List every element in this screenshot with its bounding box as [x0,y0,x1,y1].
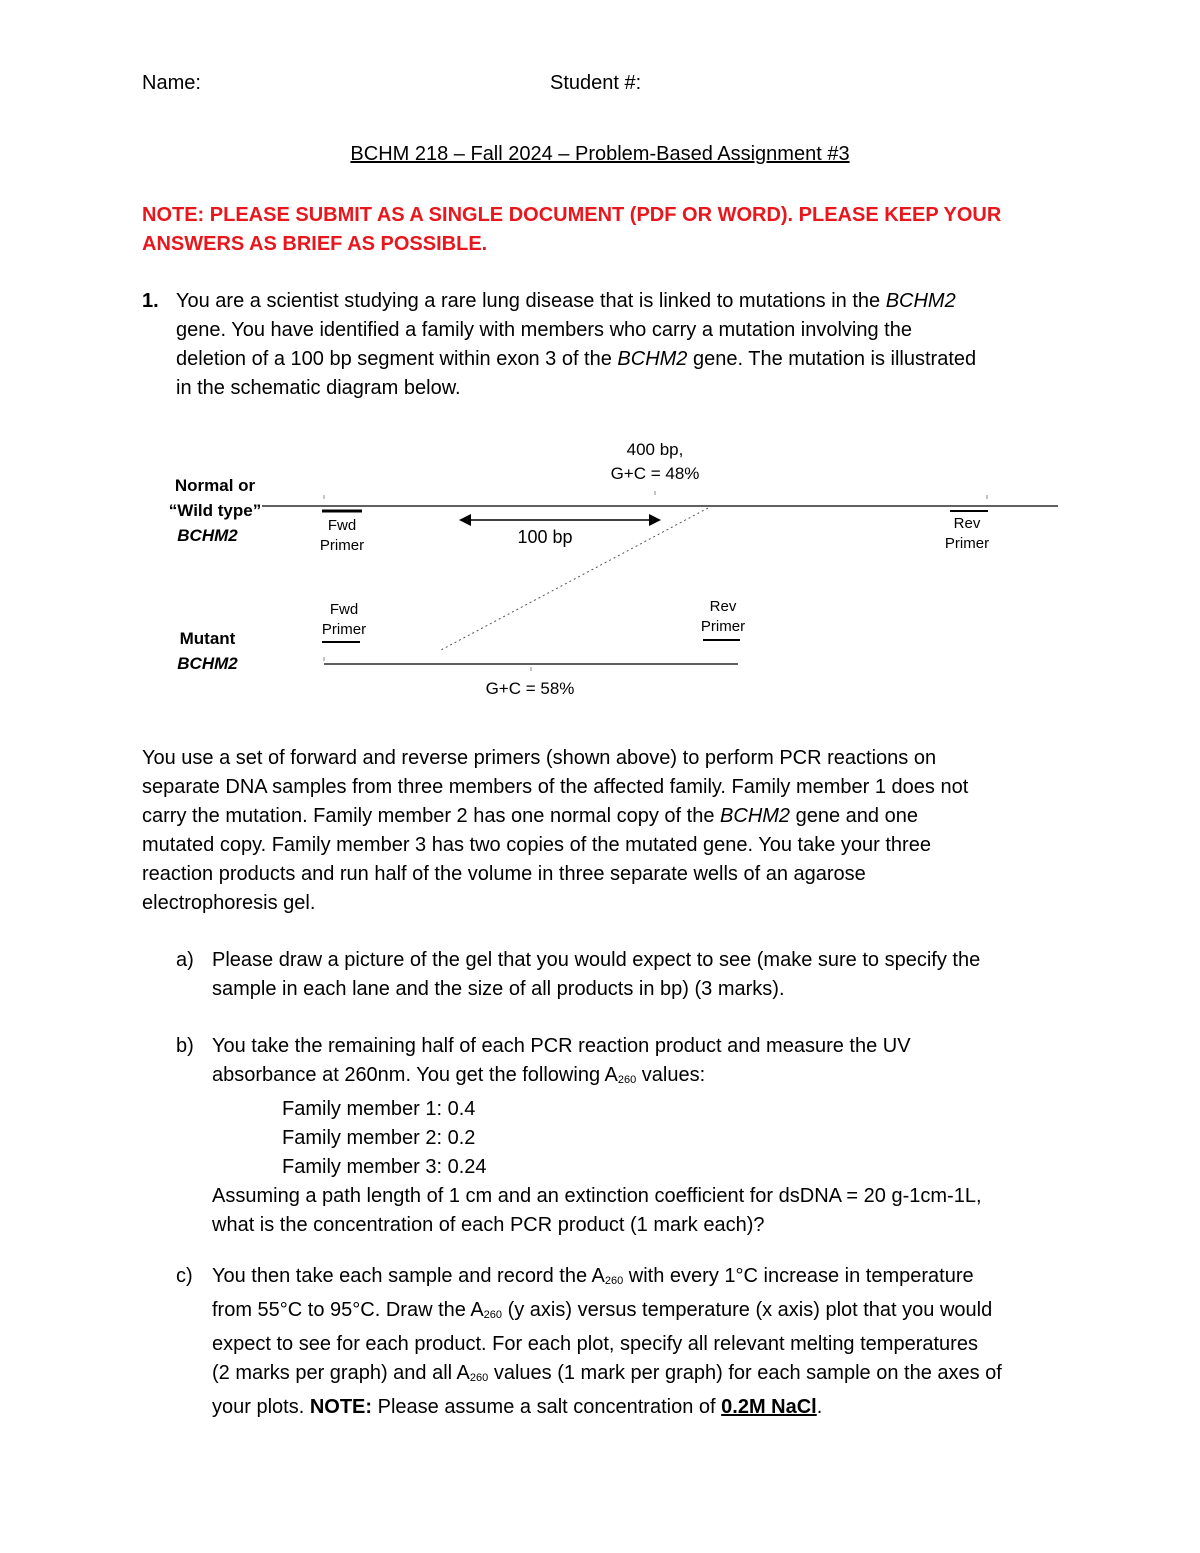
qc-line-5c: . [816,1396,823,1418]
family-member-1-value: Family member 1: 0.4 [282,1098,476,1120]
wild-type-label-line-1: Normal or [174,476,256,495]
deletion-arrow-right-head [649,514,661,526]
para-line-6: electrophoresis gel. [142,892,316,914]
family-member-3-value: Family member 3: 0.24 [282,1156,487,1178]
para-line-5: reaction products and run half of the volume in three separate wells of an agarose [142,863,866,885]
qb-line-6: Assuming a path length of 1 cm and an extinction coefficient for dsDNA = 20 g-1cm-1L, [212,1185,982,1207]
question-c-text [212,1262,1002,1422]
qa-line-1: Please draw a picture of the gel that you would expect to see (make sure to specify the [212,949,981,971]
question-b-text [212,1032,982,1240]
student-number-label: Student #: [550,72,642,94]
salt-concentration: 0.2M NaCl [721,1396,817,1418]
para-line-3b: gene and one [790,805,918,827]
question-c-letter: c) [176,1265,193,1287]
name-label: Name: [142,72,201,94]
a260-subscript: 260 [604,1275,624,1287]
wt-gc-label: G+C = 48% [610,464,700,483]
deletion-arrow-left-head [459,514,471,526]
mutant-label: Mutant [179,629,236,648]
note-line-1: NOTE: PLEASE SUBMIT AS A SINGLE DOCUMENT (PDF OR WORD). PLEASE KEEP YOUR [142,204,1002,226]
qb-line-2a: absorbance at 260nm. You get the following A [212,1064,618,1086]
mutant-gc-label: G+C = 58% [485,679,575,698]
question-number: 1. [142,290,159,312]
question-a-letter: a) [176,949,194,971]
family-member-2-value: Family member 2: 0.2 [282,1127,476,1149]
qc-line-1b: with every 1°C increase in temperature [623,1265,974,1287]
page-title: BCHM 218 – Fall 2024 – Problem-Based Assignment #3 [350,143,850,165]
gene-name: BCHM2 [885,290,956,312]
q1-line-4: in the schematic diagram below. [176,377,461,399]
qc-line-3: expect to see for each product. For each plot, specify all relevant melting temperatures [212,1333,978,1355]
qc-line-4a: (2 marks per graph) and all A [212,1362,470,1384]
para-line-1: You use a set of forward and reverse primers (shown above) to perform PCR reactions on [142,747,937,769]
question-a-text [212,946,980,1004]
mut-rev-primer-label: Rev Primer [700,598,746,635]
wild-type-gene-label: BCHM2 [177,526,238,545]
pcr-paragraph [142,744,1082,918]
q1-line-3a: deletion of a 100 bp segment within exon 3 of the [176,348,618,370]
note-line-2: ANSWERS AS BRIEF AS POSSIBLE. [142,233,488,255]
q1-line-2: gene. You have identified a family with members who carry a mutation involving the [176,319,912,341]
qc-line-1a: You then take each sample and record the A [212,1265,605,1287]
mut-fwd-primer-label: Fwd Primer [321,601,367,638]
qc-line-5a: your plots. [212,1396,310,1418]
qc-line-4b: values (1 mark per graph) for each sample on the axes of [488,1362,1002,1384]
qc-line-2b: (y axis) versus temperature (x axis) plot that you would [502,1299,993,1321]
qc-line-5b: Please assume a salt concentration of [372,1396,722,1418]
wt-length-label: 400 bp, [626,440,684,459]
deletion-size-label: 100 bp [517,527,573,547]
gene-name: BCHM2 [617,348,688,370]
para-line-4: mutated copy. Family member 3 has two copies of the mutated gene. You take your three [142,834,931,856]
a260-subscript: 260 [469,1372,489,1384]
a260-subscript: 260 [483,1309,503,1321]
a260-subscript: 260 [617,1074,637,1086]
gene-name: BCHM2 [720,805,791,827]
wt-fwd-primer-label: Fwd Primer [319,517,365,554]
question-b-letter: b) [176,1035,194,1057]
para-line-3a: carry the mutation. Family member 2 has one normal copy of the [142,805,721,827]
wild-type-label-line-2: “Wild type” [168,501,262,520]
qa-line-2: sample in each lane and the size of all products in bp) (3 marks). [212,978,785,1000]
qc-line-2a: from 55°C to 95°C. Draw the A [212,1299,484,1321]
qb-line-2b: values: [636,1064,706,1086]
note-label: NOTE: [309,1396,373,1418]
qb-line-7: what is the concentration of each PCR product (1 mark each)? [212,1214,765,1236]
mutant-gene-label: BCHM2 [177,654,238,673]
wt-rev-primer-label: Rev Primer [944,515,990,552]
para-line-2: separate DNA samples from three members of the affected family. Family member 1 does not [142,776,969,798]
q1-line-3b: gene. The mutation is illustrated [687,348,977,370]
q1-line-1: You are a scientist studying a rare lung disease that is linked to mutations in the [176,290,886,312]
qb-line-1: You take the remaining half of each PCR reaction product and measure the UV [212,1035,911,1057]
